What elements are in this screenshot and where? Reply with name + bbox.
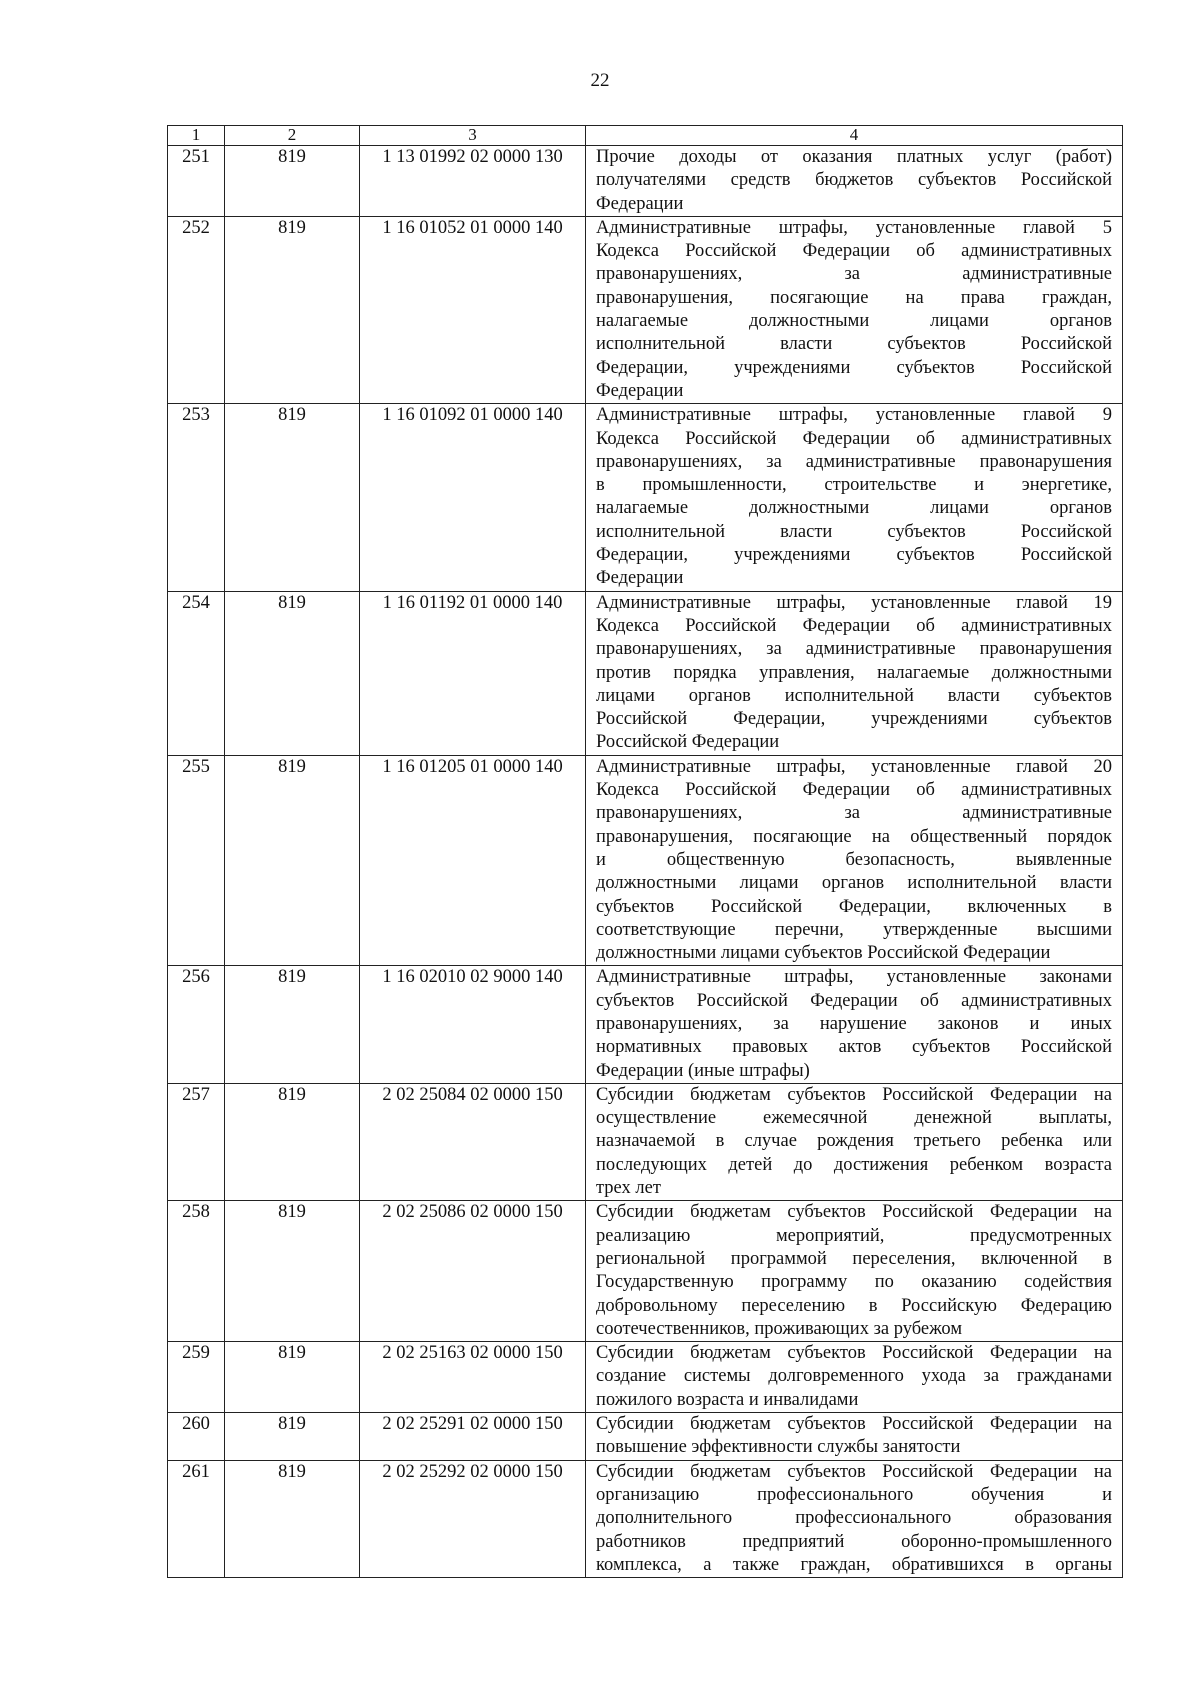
administrator-code: 819 [225, 216, 360, 403]
description-line: Федерации, учреждениями субъектов Российской [596, 357, 1112, 378]
table-row [168, 146, 1123, 217]
revenue-description [586, 1083, 1123, 1200]
description-line: комплекса, а также граждан, обратившихся в органы [596, 1554, 1112, 1575]
revenue-description [586, 216, 1123, 403]
table-row [168, 966, 1123, 1083]
description-line: соответствующие перечни, утвержденные высшими [596, 919, 1112, 940]
description-line: правонарушениях, за административные правонарушения [596, 451, 1112, 472]
table-header-row [168, 126, 1123, 146]
description-line: Федерации, учреждениями субъектов Российской [596, 545, 1112, 566]
description-line: назначаемой в случае рождения третьего ребенка или [596, 1131, 1112, 1152]
description-line: пожилого возраста и инвалидами [596, 1389, 859, 1410]
revenue-description [586, 1201, 1123, 1342]
description-line: Административные штрафы, установленные законами [596, 967, 1112, 988]
row-number: 260 [168, 1413, 225, 1461]
revenue-description [586, 1460, 1123, 1577]
revenue-description [586, 591, 1123, 755]
administrator-code: 819 [225, 966, 360, 1083]
description-line: Субсидии бюджетам субъектов Российской Федерации на [596, 1084, 1112, 1105]
description-line: дополнительного профессионального образования [596, 1508, 1112, 1529]
description-line: последующих детей до достижения ребенком возраста [596, 1154, 1112, 1175]
description-line: работников предприятий оборонно-промышленного [596, 1531, 1112, 1552]
revenue-description [586, 755, 1123, 966]
table-row [168, 755, 1123, 966]
description-line: исполнительной власти субъектов Российской [596, 521, 1112, 542]
administrator-code: 819 [225, 755, 360, 966]
description-line: Кодекса Российской Федерации об административных [596, 780, 1112, 801]
description-line: лицами органов исполнительной власти субъектов [596, 685, 1112, 706]
description-line: Субсидии бюджетам субъектов Российской Федерации на [596, 1461, 1112, 1482]
description-line: в промышленности, строительстве и энергетике, [596, 475, 1112, 496]
row-number: 251 [168, 146, 225, 217]
description-line: реализацию мероприятий, предусмотренных [596, 1225, 1112, 1246]
revenue-code: 1 16 01052 01 0000 140 [360, 216, 586, 403]
administrator-code: 819 [225, 1201, 360, 1342]
description-line: Федерации [596, 193, 684, 214]
revenue-code: 2 02 25086 02 0000 150 [360, 1201, 586, 1342]
description-line: правонарушения, посягающие на общественный порядок [596, 826, 1112, 847]
header-col-1: 1 [168, 126, 225, 146]
description-line: Российской Федерации, учреждениями субъектов [596, 709, 1112, 730]
description-line: соотечественников, проживающих за рубежом [596, 1318, 963, 1339]
table-row [168, 404, 1123, 591]
description-line: правонарушениях, за административные правонарушения [596, 639, 1112, 660]
description-line: Административные штрафы, установленные главой 19 [596, 592, 1112, 613]
administrator-code: 819 [225, 146, 360, 217]
header-col-3: 3 [360, 126, 586, 146]
description-line: Субсидии бюджетам субъектов Российской Федерации на [596, 1414, 1112, 1435]
administrator-code: 819 [225, 1342, 360, 1413]
description-line: правонарушениях, за административные [596, 803, 1112, 824]
revenue-code: 2 02 25292 02 0000 150 [360, 1460, 586, 1577]
description-line: субъектов Российской Федерации об административных [596, 990, 1112, 1011]
table-row [168, 1083, 1123, 1200]
administrator-code: 819 [225, 1460, 360, 1577]
row-number: 261 [168, 1460, 225, 1577]
description-line: организацию профессионального обучения и [596, 1484, 1112, 1505]
revenue-code: 1 16 01192 01 0000 140 [360, 591, 586, 755]
description-line: и общественную безопасность, выявленные [596, 849, 1112, 870]
description-line: осуществление ежемесячной денежной выплаты, [596, 1108, 1112, 1129]
description-line: Федерации [596, 380, 684, 401]
budget-classification-table [167, 125, 1123, 1578]
description-line: добровольному переселению в Российскую Федерацию [596, 1295, 1112, 1316]
description-line: Федерации [596, 568, 684, 589]
revenue-code: 1 16 02010 02 9000 140 [360, 966, 586, 1083]
description-line: повышение эффективности службы занятости [596, 1437, 961, 1458]
revenue-code: 1 16 01092 01 0000 140 [360, 404, 586, 591]
description-line: против порядка управления, налагаемые должностными [596, 662, 1112, 683]
description-line: субъектов Российской Федерации, включенных в [596, 896, 1112, 917]
revenue-code: 2 02 25084 02 0000 150 [360, 1083, 586, 1200]
revenue-code: 1 13 01992 02 0000 130 [360, 146, 586, 217]
revenue-description [586, 404, 1123, 591]
description-line: нормативных правовых актов субъектов Российской [596, 1037, 1112, 1058]
table-row [168, 591, 1123, 755]
description-line: Административные штрафы, установленные главой 5 [596, 217, 1112, 238]
description-line: правонарушения, посягающие на права граждан, [596, 287, 1112, 308]
administrator-code: 819 [225, 1413, 360, 1461]
row-number: 256 [168, 966, 225, 1083]
row-number: 257 [168, 1083, 225, 1200]
description-line: Российской Федерации [596, 732, 780, 753]
description-line: налагаемые должностными лицами органов [596, 311, 1112, 332]
description-line: региональной программой переселения, включенной в [596, 1248, 1112, 1269]
table-row [168, 216, 1123, 403]
page-number: 22 [590, 70, 610, 91]
description-line: Кодекса Российской Федерации об административных [596, 615, 1112, 636]
description-line: должностными лицами субъектов Российской Федерации [596, 943, 1051, 964]
revenue-description [586, 966, 1123, 1083]
administrator-code: 819 [225, 591, 360, 755]
description-line: получателями средств бюджетов субъектов Российской [596, 170, 1112, 191]
description-line: трех лет [596, 1178, 661, 1199]
row-number: 259 [168, 1342, 225, 1413]
description-line: Административные штрафы, установленные главой 20 [596, 756, 1112, 777]
row-number: 255 [168, 755, 225, 966]
header-col-4: 4 [586, 126, 1123, 146]
revenue-description [586, 146, 1123, 217]
revenue-code: 2 02 25291 02 0000 150 [360, 1413, 586, 1461]
description-line: правонарушениях, за административные [596, 264, 1112, 285]
table-row [168, 1460, 1123, 1577]
description-line: Субсидии бюджетам субъектов Российской Федерации на [596, 1202, 1112, 1223]
description-line: налагаемые должностными лицами органов [596, 498, 1112, 519]
revenue-description [586, 1413, 1123, 1461]
revenue-code: 1 16 01205 01 0000 140 [360, 755, 586, 966]
description-line: Субсидии бюджетам субъектов Российской Федерации на [596, 1343, 1112, 1364]
description-line: Административные штрафы, установленные главой 9 [596, 405, 1112, 426]
row-number: 258 [168, 1201, 225, 1342]
revenue-code: 2 02 25163 02 0000 150 [360, 1342, 586, 1413]
table-row [168, 1342, 1123, 1413]
revenue-description [586, 1342, 1123, 1413]
row-number: 253 [168, 404, 225, 591]
row-number: 254 [168, 591, 225, 755]
description-line: правонарушениях, за нарушение законов и иных [596, 1013, 1112, 1034]
description-line: Кодекса Российской Федерации об административных [596, 241, 1112, 262]
description-line: Прочие доходы от оказания платных услуг (работ) [596, 147, 1112, 167]
table-row [168, 1201, 1123, 1342]
description-line: Кодекса Российской Федерации об административных [596, 428, 1112, 449]
description-line: должностными лицами органов исполнительной власти [596, 873, 1112, 894]
description-line: создание системы долговременного ухода за гражданами [596, 1366, 1112, 1387]
description-line: Государственную программу по оказанию содействия [596, 1272, 1112, 1293]
row-number: 252 [168, 216, 225, 403]
description-line: исполнительной власти субъектов Российской [596, 334, 1112, 355]
administrator-code: 819 [225, 1083, 360, 1200]
table-row [168, 1413, 1123, 1461]
description-line: Федерации (иные штрафы) [596, 1060, 810, 1081]
header-col-2: 2 [225, 126, 360, 146]
administrator-code: 819 [225, 404, 360, 591]
